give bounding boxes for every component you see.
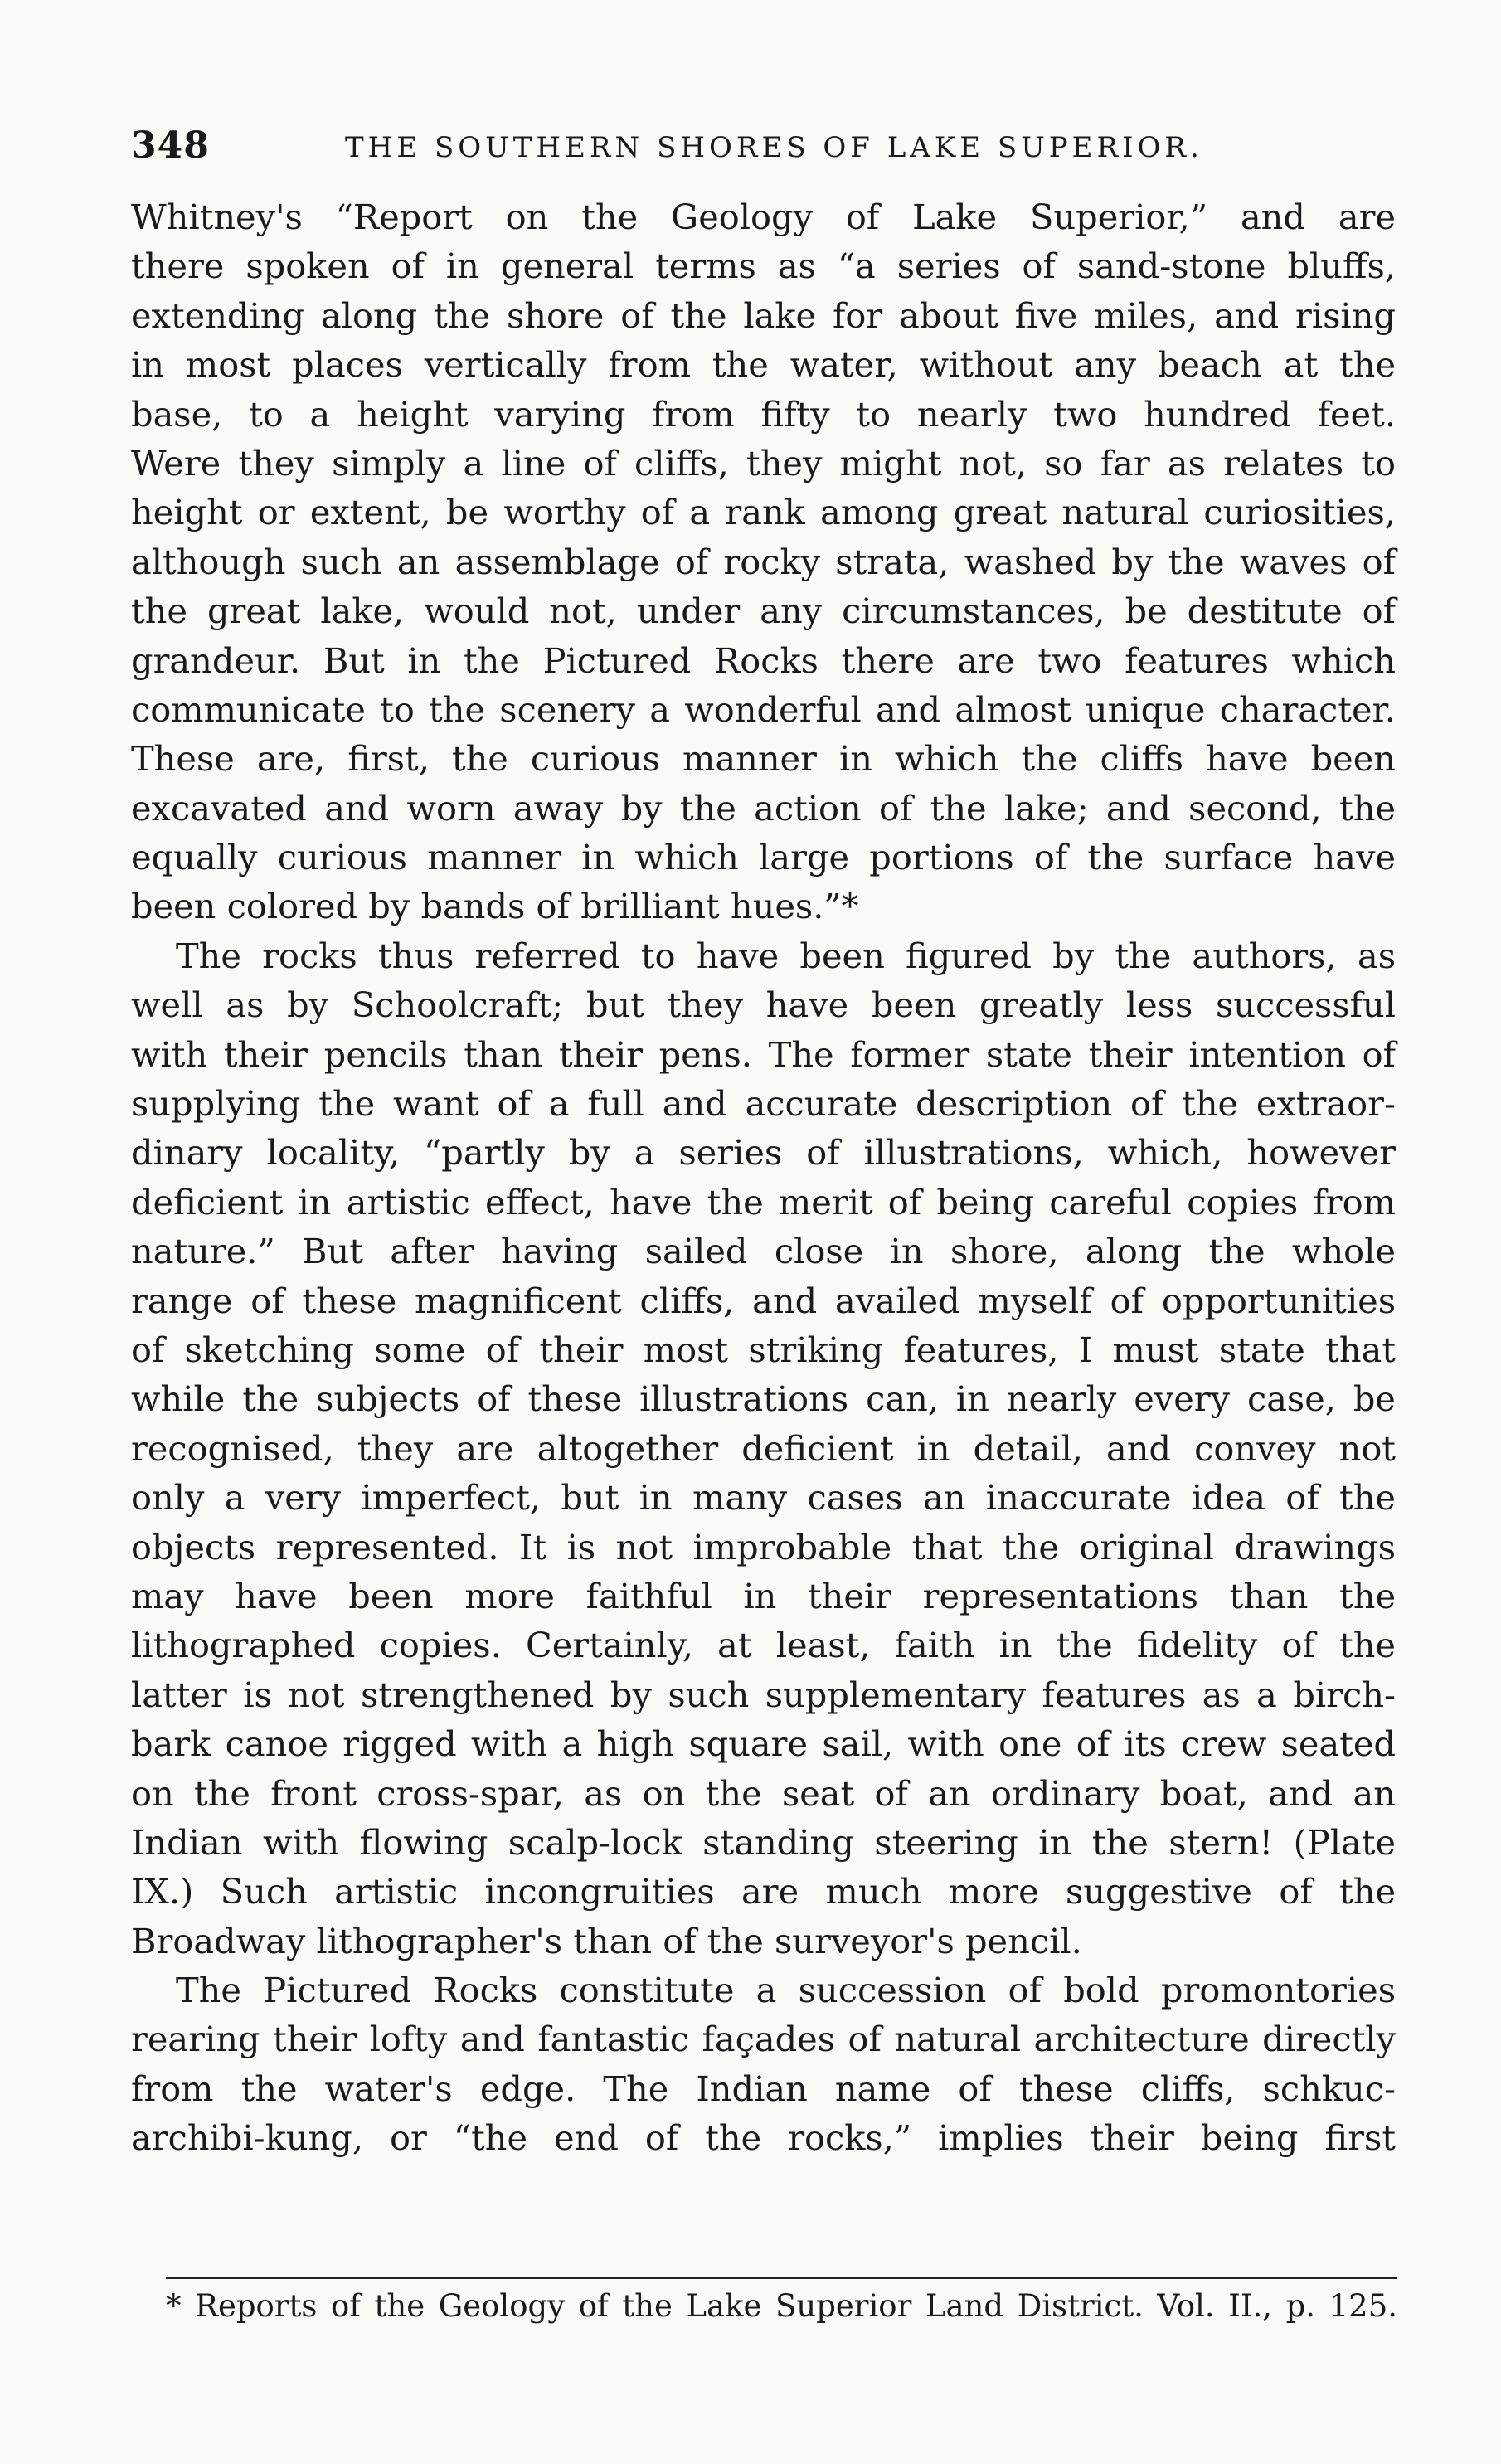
- paragraph-end-line: Broadway lithographer's than of the surveyor's pencil.: [131, 1920, 1082, 1961]
- paragraph-start-line: The Pictured Rocks constitute a succession of bold promontories: [176, 1970, 1396, 2011]
- text-line: objects represented. It is not improbable that the original drawings: [131, 1526, 1396, 1567]
- text-line: supplying the want of a full and accurate description of the extraor-: [131, 1083, 1396, 1125]
- paragraph-end-line: been colored by bands of brilliant hues.”*: [131, 886, 859, 927]
- running-head: [131, 124, 1396, 174]
- text-line: rearing their lofty and fantastic façades of natural architecture directly: [131, 2019, 1396, 2060]
- text-line: while the subjects of these illustrations can, in nearly every case, be: [131, 1378, 1396, 1420]
- text-line: deficient in artistic effect, have the merit of being careful copies from: [131, 1181, 1396, 1222]
- footnote: * Reports of the Geology of the Lake Superior Land District. Vol. II., p. 125.: [166, 2288, 1397, 2324]
- text-line: latter is not strengthened by such supplementary features as a birch-: [131, 1674, 1396, 1715]
- text-line: well as by Schoolcraft; but they have been greatly less successful: [131, 984, 1396, 1026]
- text-line: the great lake, would not, under any circumstances, be destitute of: [131, 590, 1396, 632]
- text-line: height or extent, be worthy of a rank among great natural curiosities,: [131, 492, 1396, 533]
- text-line: in most places vertically from the water, without any beach at the: [131, 344, 1396, 386]
- text-line: These are, first, the curious manner in which the cliffs have been: [131, 738, 1396, 780]
- text-line: lithographed copies. Certainly, at least, faith in the fidelity of the: [131, 1625, 1396, 1666]
- text-line: base, to a height varying from fifty to nearly two hundred feet.: [131, 393, 1396, 435]
- text-line: bark canoe rigged with a high square sail, with one of its crew seated: [131, 1723, 1396, 1765]
- running-title: THE SOUTHERN SHORES OF LAKE SUPERIOR.: [345, 131, 1203, 164]
- body-text: [131, 192, 1396, 2163]
- text-line: recognised, they are altogether deficient in detail, and convey not: [131, 1427, 1396, 1469]
- text-line: may have been more faithful in their representations than the: [131, 1575, 1396, 1616]
- text-line: grandeur. But in the Pictured Rocks there are two features which: [131, 639, 1396, 681]
- text-line: range of these magnificent cliffs, and availed myself of opportunities: [131, 1280, 1396, 1321]
- text-line: archibi-kung, or “the end of the rocks,” implies their being first: [131, 2117, 1396, 2159]
- text-line: only a very imperfect, but in many cases an inaccurate idea of the: [131, 1477, 1396, 1519]
- text-line: there spoken of in general terms as “a series of sand-stone bluffs,: [131, 245, 1396, 287]
- text-line: Whitney's “Report on the Geology of Lake Superior,” and are: [131, 197, 1396, 237]
- page-number: 348: [131, 124, 210, 167]
- text-line: with their pencils than their pens. The former state their intention of: [131, 1033, 1396, 1075]
- text-line: nature.” But after having sailed close in shore, along the whole: [131, 1231, 1396, 1272]
- text-line: excavated and worn away by the action of the lake; and second, the: [131, 787, 1396, 829]
- text-line: communicate to the scenery a wonderful and almost unique character.: [131, 688, 1396, 730]
- text-line: dinary locality, “partly by a series of illustrations, which, however: [131, 1132, 1396, 1174]
- text-line: although such an assemblage of rocky strata, washed by the waves of: [131, 541, 1396, 582]
- text-line: IX.) Such artistic incongruities are much more suggestive of the: [131, 1871, 1396, 1912]
- text-line: equally curious manner in which large portions of the surface have: [131, 837, 1396, 878]
- text-line: from the water's edge. The Indian name of these cliffs, schkuc-: [131, 2068, 1396, 2109]
- text-line: Were they simply a line of cliffs, they might not, so far as relates to: [131, 442, 1396, 484]
- text-line: extending along the shore of the lake for about five miles, and rising: [131, 294, 1396, 336]
- text-line: of sketching some of their most striking features, I must state that: [131, 1329, 1396, 1370]
- paragraph-start-line: The rocks thus referred to have been figured by the authors, as: [176, 935, 1396, 976]
- text-line: on the front cross-spar, as on the seat of an ordinary boat, and an: [131, 1772, 1396, 1814]
- footnote-rule: [166, 2277, 1397, 2279]
- text-line: Indian with flowing scalp-lock standing steering in the stern! (Plate: [131, 1821, 1396, 1863]
